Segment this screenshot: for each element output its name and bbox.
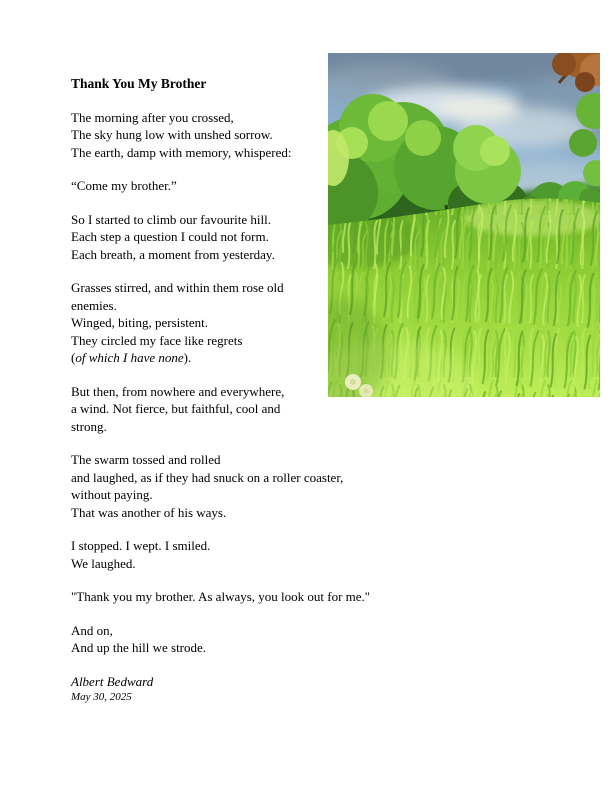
poem-line: “Come my brother.” — [71, 178, 177, 193]
poem-line: We laughed. — [71, 555, 136, 571]
poem-line: The earth, damp with memory, whispered: — [71, 144, 292, 160]
poem-line: and laughed, as if they had snuck on a roller coaster, — [71, 469, 344, 485]
poem-line: without paying. — [71, 487, 153, 502]
poem-stanza — [71, 622, 571, 657]
poem-title: Thank You My Brother — [71, 76, 207, 91]
poem-line: The morning after you crossed, — [71, 109, 234, 125]
poem-line: And up the hill we strode. — [71, 640, 207, 655]
poem-line: The sky hung low with unshed sorrow. — [71, 127, 273, 142]
poem-stanza — [71, 451, 571, 521]
poem-line: Winged, biting, persistent. — [71, 315, 209, 330]
meadow-photo — [328, 53, 600, 397]
poem-line: That was another of his ways. — [71, 504, 227, 520]
poem-line-italic-segment: of which I have none — [75, 350, 184, 365]
signature-date: May 30, 2025 — [71, 691, 132, 703]
poem-stanza — [71, 588, 571, 606]
poem-line: Each step a question I could not form. — [71, 229, 269, 244]
poem-line: Each breath, a moment from yesterday. — [71, 246, 275, 262]
poem-line: So I started to climb our favourite hill. — [71, 211, 272, 227]
poem-line: And on, — [71, 622, 113, 638]
poem-line: The swarm tossed and rolled — [71, 452, 221, 467]
poem-line: But then, from nowhere and everywhere, — [71, 383, 285, 399]
signature-block — [71, 673, 571, 706]
poem-line: "Thank you my brother. As always, you look out for me." — [71, 589, 371, 604]
poem-line: Grasses stirred, and within them rose old — [71, 280, 284, 295]
poem-line: a wind. Not fierce, but faithful, cool and — [71, 401, 281, 416]
poem-line: They circled my face like regrets — [71, 332, 243, 348]
author-signature: Albert Bedward — [71, 673, 154, 689]
paren-close: ). — [183, 350, 192, 365]
meadow-photo-svg — [328, 53, 600, 397]
paren-open: ( — [71, 350, 76, 365]
poem-line: enemies. — [71, 297, 117, 313]
poem-line: strong. — [71, 418, 107, 434]
poem-line: I stopped. I wept. I smiled. — [71, 538, 211, 553]
poem-stanza — [71, 537, 571, 572]
